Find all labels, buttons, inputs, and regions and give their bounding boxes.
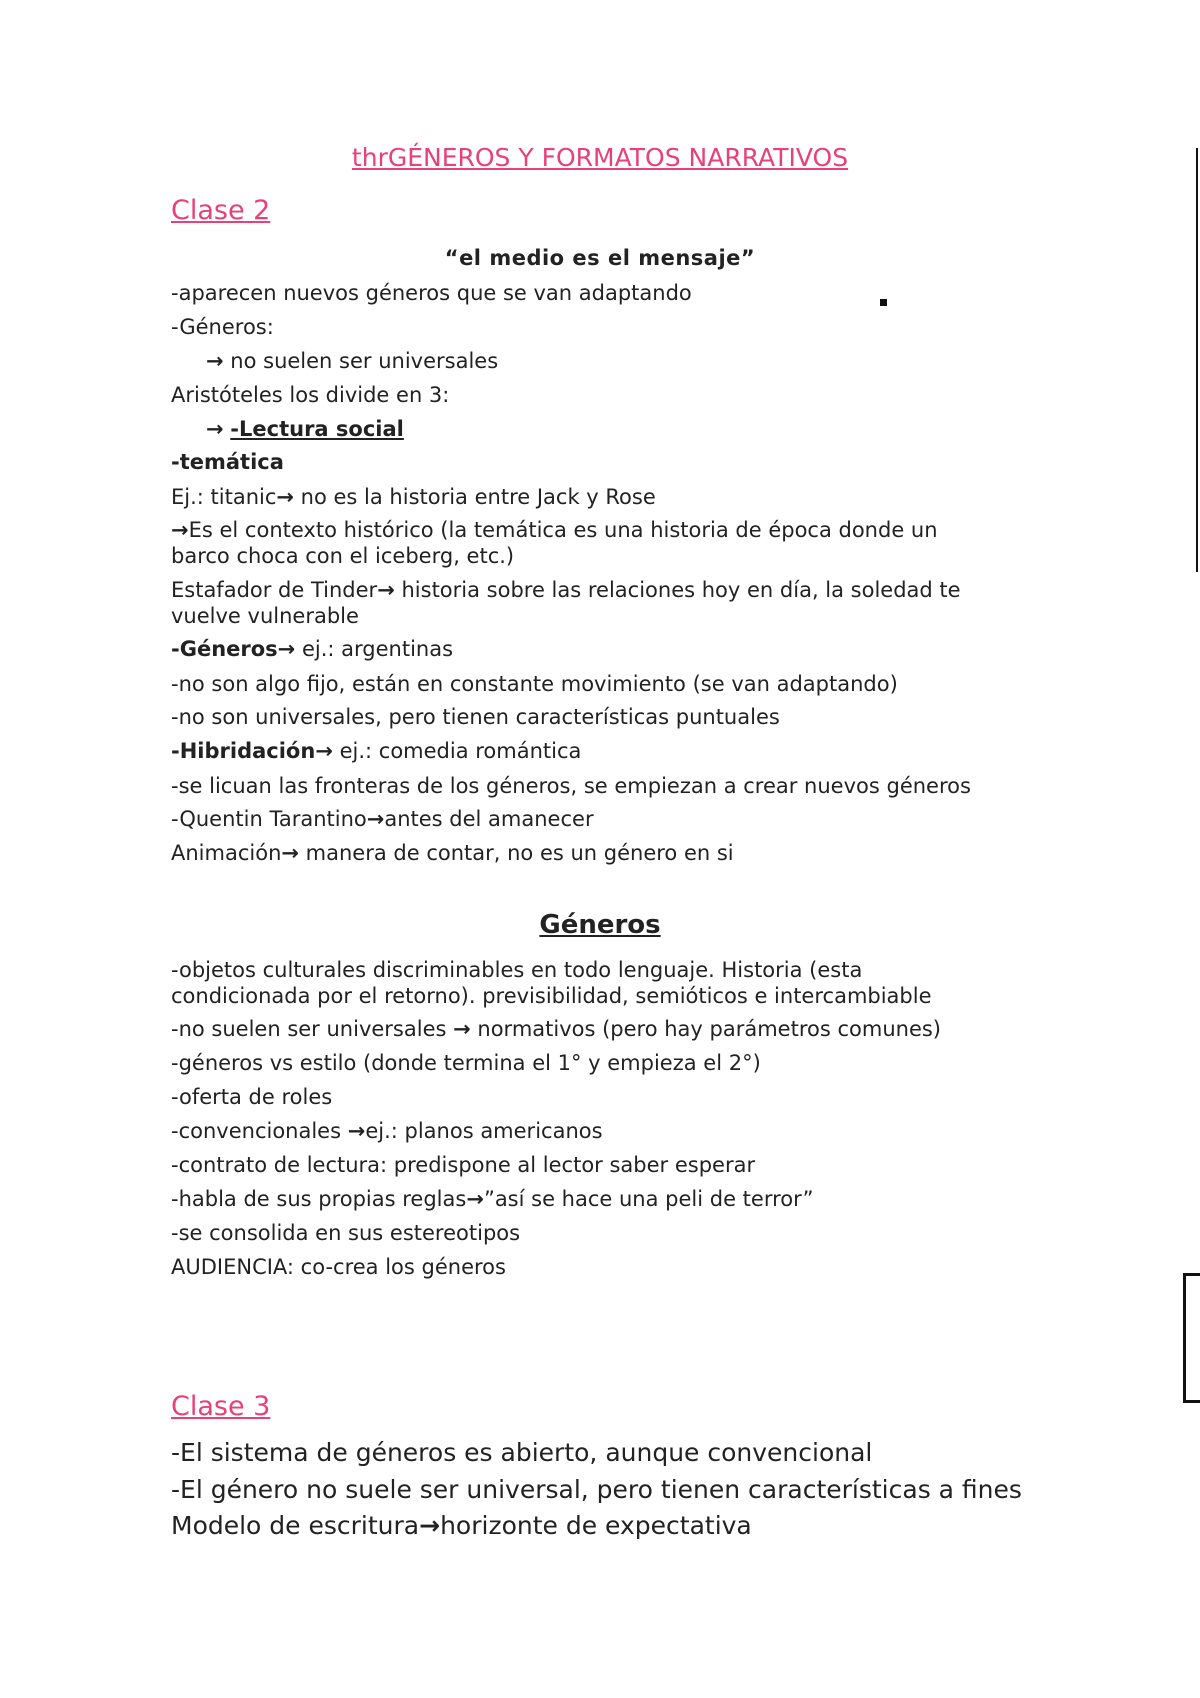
text-fragment: antes del amanecer <box>384 807 594 831</box>
text-line: -Géneros: <box>171 315 274 339</box>
text-line: vuelve vulnerable <box>171 604 359 628</box>
quote: “el medio es el mensaje” <box>444 246 756 270</box>
arrow-icon: → <box>277 637 296 661</box>
text-line: -se consolida en sus estereotipos <box>171 1221 521 1245</box>
arrow-icon: → <box>206 417 224 441</box>
text-fragment: no es la historia entre Jack y Rose <box>294 485 656 509</box>
text-line: -no son algo fijo, están en constante movimiento (se van adaptando) <box>171 672 898 696</box>
text-line: -géneros vs estilo (donde termina el 1° y empieza el 2°) <box>171 1051 761 1075</box>
arrow-icon: → <box>366 807 385 831</box>
text-line <box>171 1118 603 1144</box>
text-fragment: Es el contexto histórico (la temática es una historia de época donde un <box>188 518 938 542</box>
text-fragment: -habla de sus propias reglas <box>171 1187 467 1211</box>
text-fragment: Animación <box>171 841 282 865</box>
text-fragment: no suelen ser universales <box>230 349 499 373</box>
text-fragment: -Géneros <box>171 637 278 661</box>
text-line: AUDIENCIA: co-crea los géneros <box>171 1255 506 1279</box>
clase-3-heading: Clase 3 <box>171 1391 271 1422</box>
text-fragment: Estafador de Tinder <box>171 578 378 602</box>
arrow-icon: → <box>281 841 299 865</box>
text-line: -temática <box>171 450 284 474</box>
margin-line <box>1196 148 1198 572</box>
text-fragment: -Lectura social <box>230 417 404 441</box>
text-line <box>171 577 961 603</box>
arrow-item <box>206 348 498 374</box>
text-line <box>171 636 453 662</box>
text-line <box>171 484 656 510</box>
text-fragment: ej.: comedia romántica <box>332 739 582 763</box>
text-line <box>171 517 938 543</box>
generos-heading: Géneros <box>539 910 661 940</box>
text-line: -El género no suele ser universal, pero tienen características a fines <box>171 1475 1022 1504</box>
text-line <box>171 738 581 764</box>
text-fragment: manera de contar, no es un género en si <box>298 841 734 865</box>
text-fragment: horizonte de expectativa <box>440 1511 752 1540</box>
arrow-icon: → <box>206 349 224 373</box>
text-line <box>171 1186 814 1212</box>
document-title: thrGÉNEROS Y FORMATOS NARRATIVOS <box>351 143 849 172</box>
margin-bracket <box>1183 1273 1200 1403</box>
text-line: condicionada por el retorno). previsibilidad, semióticos e intercambiable <box>171 984 932 1008</box>
text-fragment: ”así se hace una peli de terror” <box>483 1187 814 1211</box>
arrow-icon: → <box>466 1187 484 1211</box>
text-fragment: -no suelen ser universales <box>171 1017 454 1041</box>
text-line <box>171 1510 752 1542</box>
text-fragment: normativos (pero hay parámetros comunes) <box>470 1017 941 1041</box>
text-fragment: ej.: argentinas <box>295 637 454 661</box>
text-line <box>171 806 594 832</box>
text-line: -El sistema de géneros es abierto, aunque convencional <box>171 1438 873 1467</box>
text-fragment: -Quentin Tarantino <box>171 807 367 831</box>
text-fragment: -Hibridación <box>171 739 316 763</box>
text-fragment: Ej.: titanic <box>171 485 277 509</box>
text-line: -no son universales, pero tienen características puntuales <box>171 705 780 729</box>
text-line: barco choca con el iceberg, etc.) <box>171 544 515 568</box>
text-line <box>171 840 734 866</box>
text-line: -contrato de lectura: predispone al lector saber esperar <box>171 1153 756 1177</box>
arrow-icon: → <box>347 1119 366 1143</box>
text-line: -objetos culturales discriminables en todo lenguaje. Historia (esta <box>171 958 863 982</box>
arrow-icon: → <box>377 578 395 602</box>
arrow-icon: → <box>171 518 189 542</box>
text-fragment: Modelo de escritura <box>171 1511 420 1540</box>
arrow-icon: → <box>276 485 294 509</box>
arrow-icon: → <box>419 1511 441 1540</box>
arrow-item <box>206 416 404 442</box>
arrow-icon: → <box>315 739 333 763</box>
text-line: -aparecen nuevos géneros que se van adaptando <box>171 281 692 305</box>
text-line: Aristóteles los divide en 3: <box>171 383 450 407</box>
arrow-icon: → <box>453 1017 471 1041</box>
clase-2-heading: Clase 2 <box>171 195 271 226</box>
bullet-square-icon <box>880 299 887 306</box>
text-fragment: historia sobre las relaciones hoy en día, la soledad te <box>394 578 961 602</box>
text-line: -se licuan las fronteras de los géneros, se empiezan a crear nuevos géneros <box>171 774 971 798</box>
text-line <box>171 1016 941 1042</box>
text-fragment: -convencionales <box>171 1119 348 1143</box>
text-line: -oferta de roles <box>171 1085 333 1109</box>
text-fragment: ej.: planos americanos <box>365 1119 603 1143</box>
